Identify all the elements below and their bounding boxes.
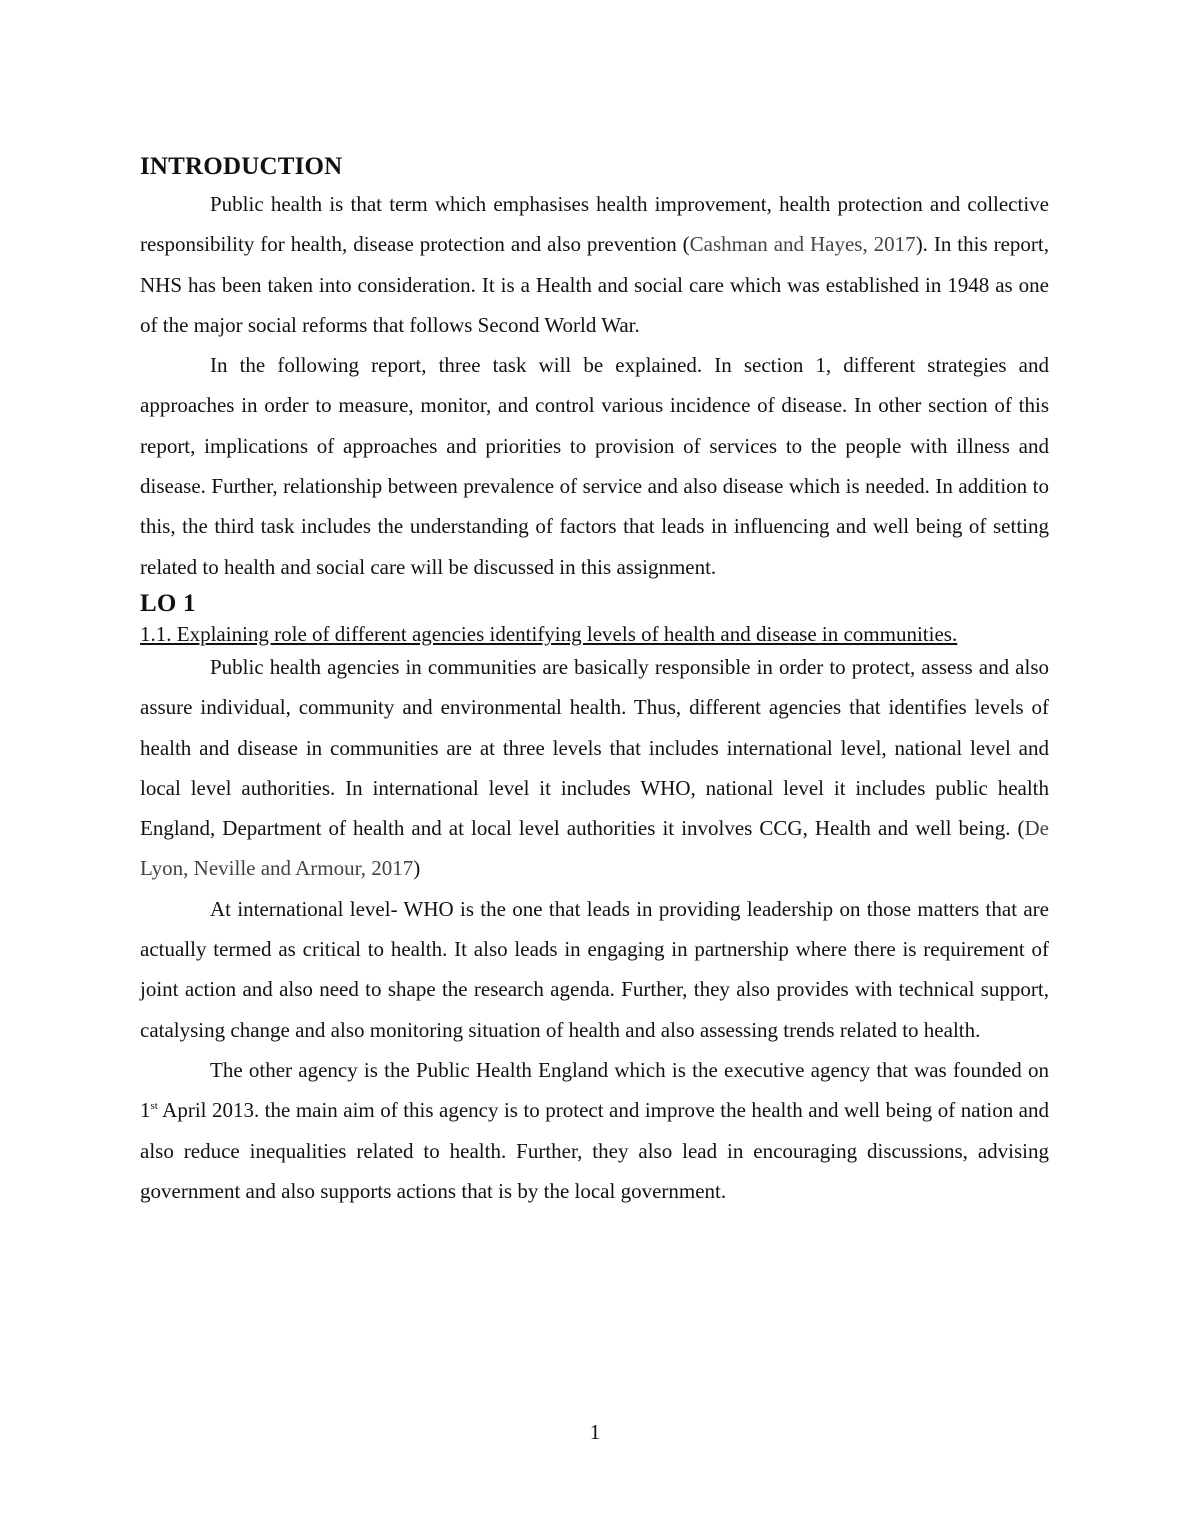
intro-p1-text-b: ). In this report, NHS has been taken into consideration. It is a Health and social care which was established in 1948 as one of the major social reforms that follows Second World War. xyxy=(140,232,1049,337)
intro-paragraph-2: In the following report, three task will be explained. In section 1, different strategies and approaches in order to measure, monitor, and control various incidence of disease. In other section of this report, implications of approaches and priorities to provision of services to the people with illness and disease. Further, relationship between prevalence of service and also disease which is needed. In addition to this, the third task includes the understanding of factors that leads in influencing and well being of setting related to health and social care will be discussed in this assignment. xyxy=(140,353,1049,579)
intro-p1-text-a: Public health is that term which emphasises health improvement, health protection and collective responsibility for health, disease protection and also prevention ( xyxy=(140,192,1049,257)
lo1-paragraph-1 xyxy=(140,647,1049,889)
lo1-p1-text-a: Public health agencies in communities are basically responsible in order to protect, assess and also assure individual, community and environmental health. Thus, different agencies that identifies levels of health and disease in communities are at three levels that includes international level, national level and local level authorities. In international level it includes WHO, national level it includes public health England, Department of health and at local level authorities it involves CCG, Health and well being. ( xyxy=(140,654,1049,841)
intro-paragraph-1 xyxy=(140,184,1049,345)
citation-de-lyon: De Lyon, Neville and Armour, 2017 xyxy=(140,816,1049,881)
citation-cashman-hayes: Cashman and Hayes, 2017 xyxy=(689,232,916,257)
lo1-p3-text-b: April 2013. the main aim of this agency is to protect and improve the health and well being of nation and also reduce inequalities related to health. Further, they also lead in encouraging discussions, advising government and also supports actions that is by the local government. xyxy=(140,1098,1049,1203)
lo1-paragraph-2: At international level- WHO is the one that leads in providing leadership on those matters that are actually termed as critical to health. It also leads in engaging in partnership where there is requirement of joint action and also need to shape the research agenda. Further, they also provides with technical support, catalysing change and also monitoring situation of health and also assessing trends related to health. xyxy=(140,896,1049,1042)
lo1-p3-text-a: The other agency is the Public Health England which is the executive agency that was founded on 1 xyxy=(140,1057,1049,1123)
lo1-paragraph-3 xyxy=(140,1050,1049,1211)
lo1-heading: LO 1 xyxy=(140,589,196,617)
page-number: 1 xyxy=(589,1420,601,1444)
lo1-p1-text-b: ) xyxy=(413,856,421,881)
ordinal-suffix: st xyxy=(150,1100,158,1113)
lo1-subheading: 1.1. Explaining role of different agencies identifying levels of health and disease in communities. xyxy=(140,621,958,646)
introduction-heading: INTRODUCTION xyxy=(140,153,343,180)
document-page xyxy=(140,150,1049,1211)
